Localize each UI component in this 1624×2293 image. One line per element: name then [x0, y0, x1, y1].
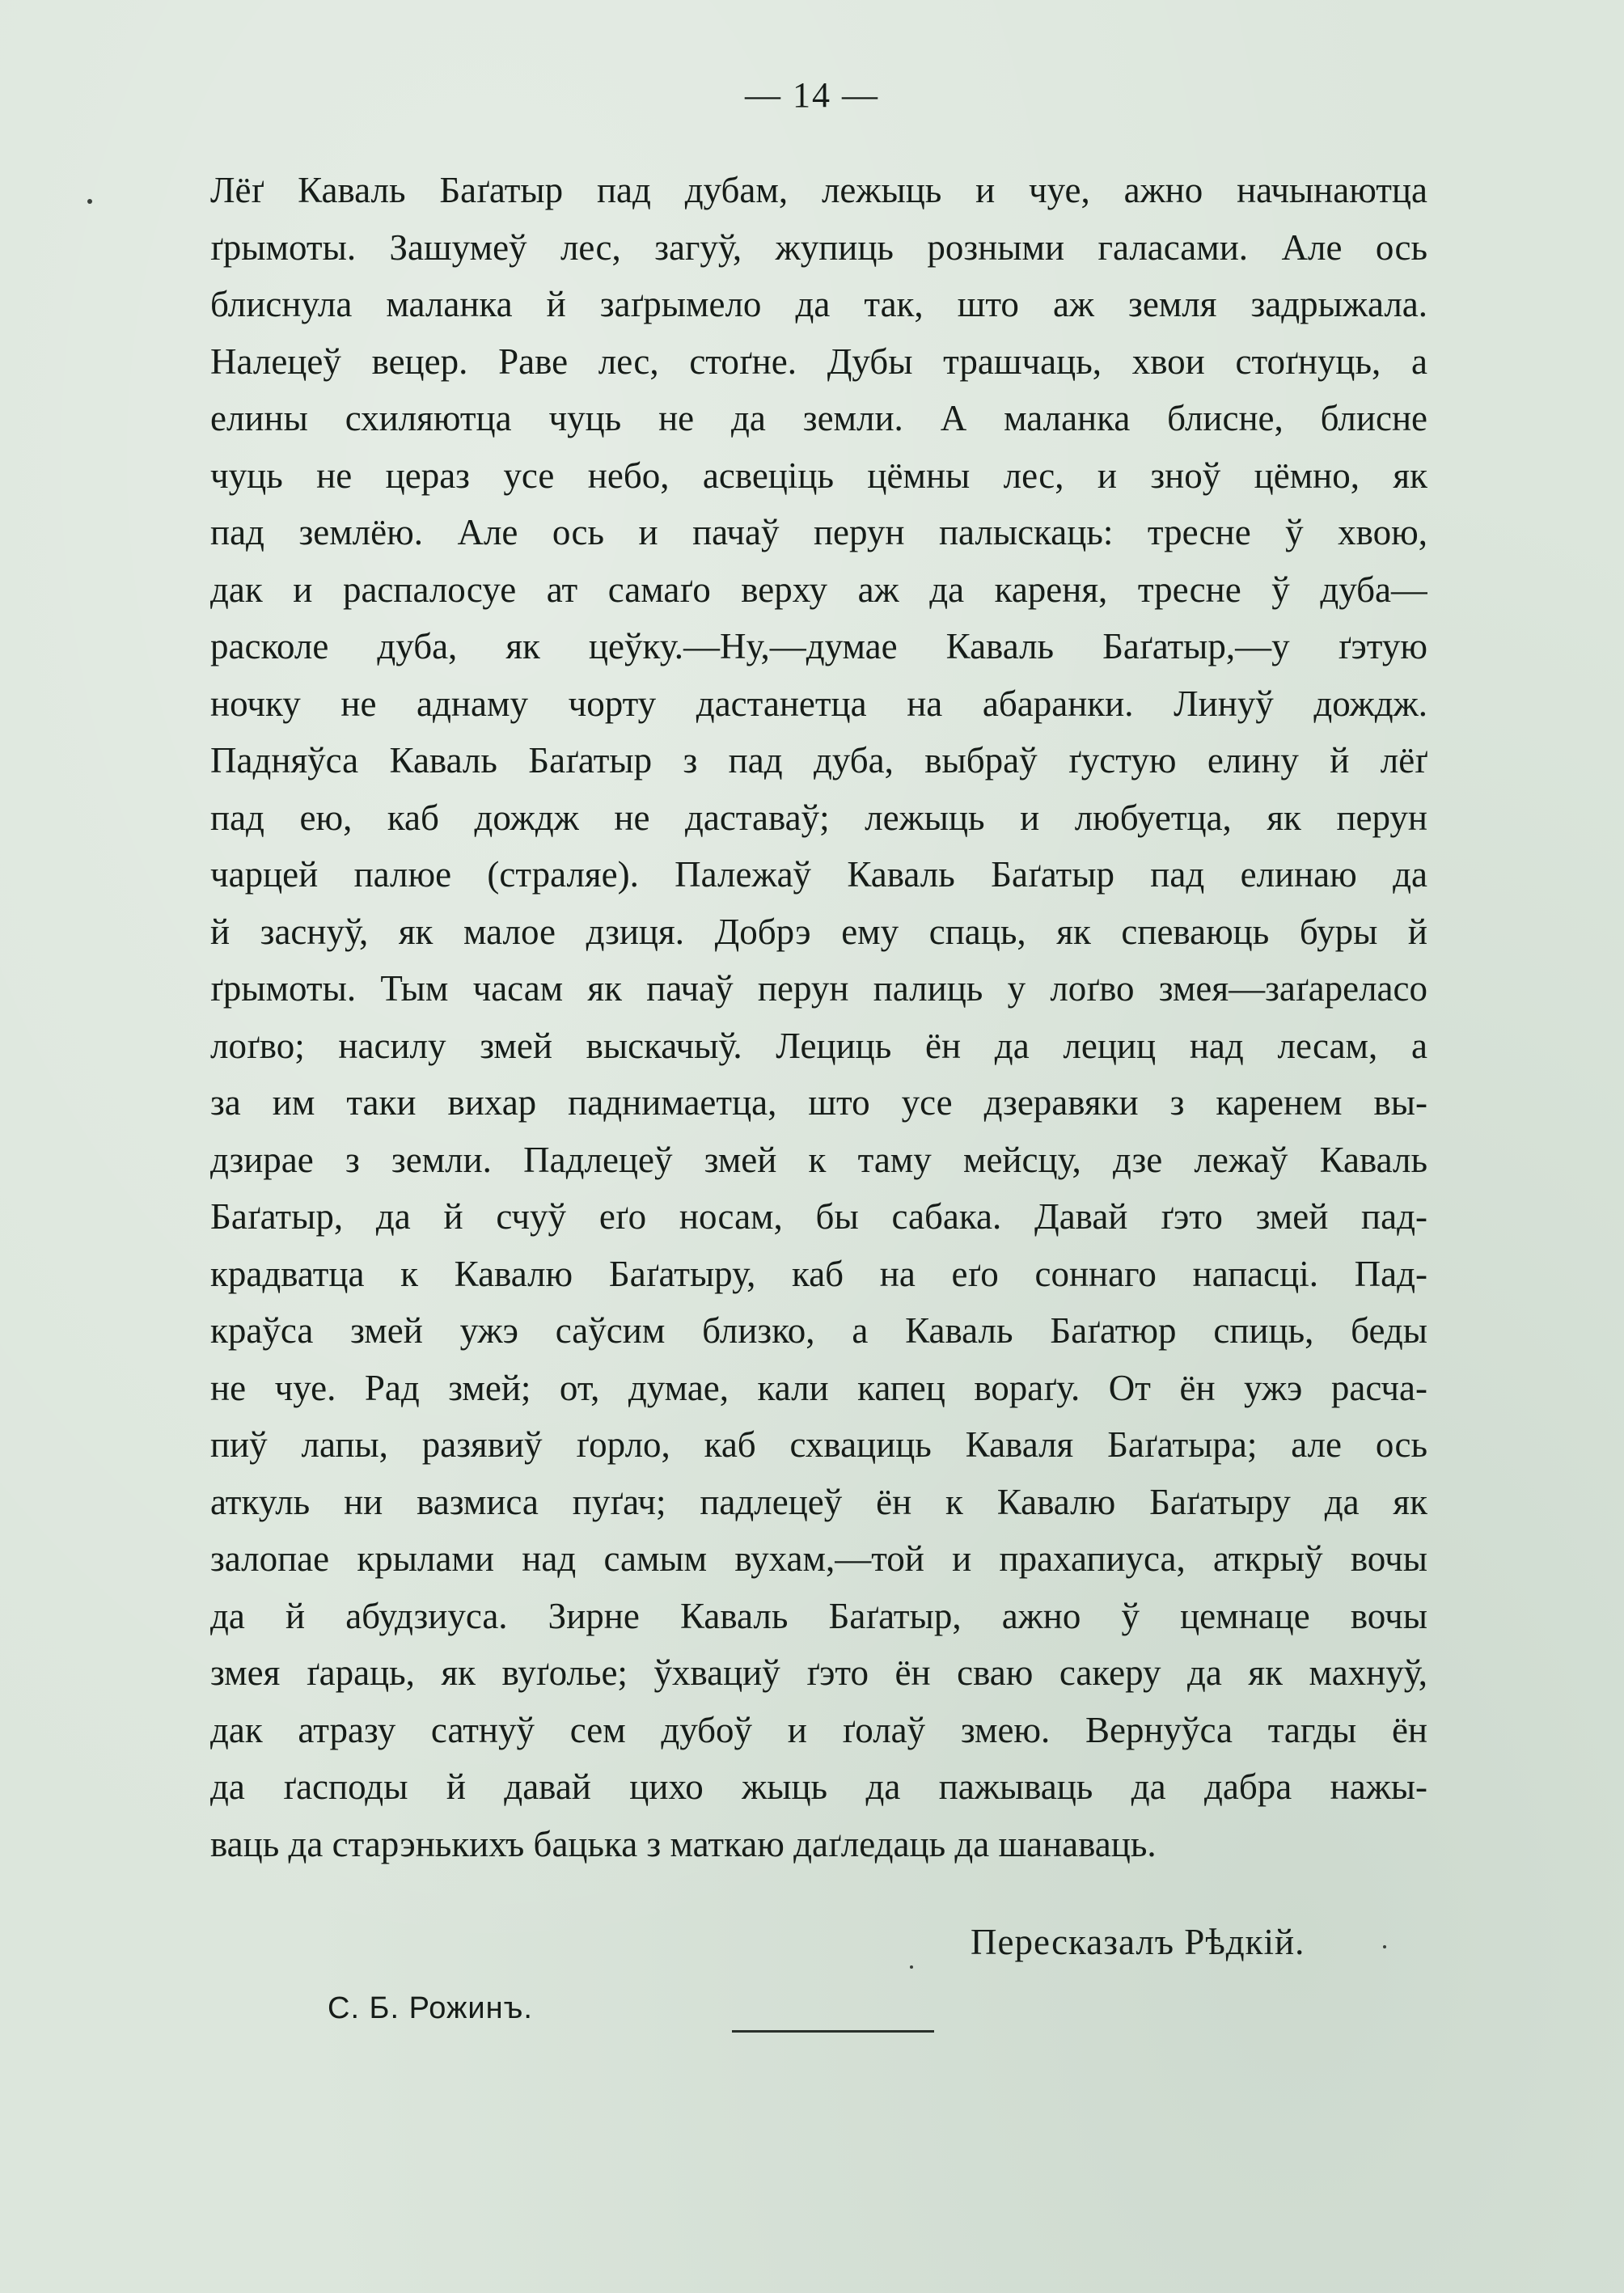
text-line: пад землёю. Але ось и пачаў перун палыскаць: тресне ў хвою,: [210, 512, 1427, 552]
paper-speck: [1383, 1945, 1386, 1948]
text-line: аткуль ни вазмиса пуґач; падлецеў ён к Кавалю Баґатыру да як: [210, 1481, 1427, 1522]
text-line: Баґатыр, да й счуў еґо носам, бы сабака. Давай ґэто змей пад-: [210, 1196, 1427, 1237]
text-line: пиў лапы, разявиў ґорло, каб схвациць Каваля Баґатыра; але ось: [210, 1424, 1427, 1465]
text-line: дак и распалосуе ат самаґо верху аж да кареня, тресне ў дуба—: [210, 569, 1427, 610]
text-line: ґрымоты. Зашумеў лес, загуў, жупиць розными галасами. Але ось: [210, 226, 1427, 268]
text-line: залопае крылами над самым вухам,—той и прахапиуса, аткрыў вочы: [210, 1538, 1427, 1579]
text-line: краўса змей ужэ саўсим близко, а Каваль Баґатюр спиць, беды: [210, 1310, 1427, 1351]
end-rule-divider: [732, 2030, 934, 2033]
text-line: да й абудзиуса. Зирне Каваль Баґатыр, ажно ў цемнаце вочы: [210, 1595, 1427, 1636]
text-line: да ґасподы й давай цихо жыць да пажываць да дабра нажы-: [210, 1766, 1427, 1807]
text-line: елины схиляютца чуць не да земли. А маланка блисне, блисне: [210, 398, 1427, 438]
text-line: блиснула маланка й заґрымело да так, што аж земля задрыжала.: [210, 284, 1427, 324]
signature-author: С. Б. Рожинъ.: [328, 1991, 533, 2025]
text-line: дзирае з земли. Падлецеў змей к таму мейсцу, дзе лежаў Каваль: [210, 1139, 1427, 1180]
text-line: Падняўса Каваль Баґатыр з пад дуба, выбраў ґустую елину й лёґ: [210, 740, 1427, 781]
text-line: ваць да старэнькихъ бацька з маткаю даґледаць да шанаваць.: [210, 1823, 1157, 1864]
text-line: расколе дуба, як цеўку.—Ну,—думае Каваль Баґатыр,—у ґэтую: [210, 626, 1427, 666]
text-line: Налецеў вецер. Раве лес, стоґне. Дубы трашчаць, хвои стоґнуць, а: [210, 341, 1427, 382]
text-line: чарцей палюе (страляе). Палежаў Каваль Баґатыр пад елинаю да: [210, 854, 1427, 895]
text-line: Лёґ Каваль Баґатыр пад дубам, лежыць и чуе, ажно начынаютца: [210, 170, 1427, 210]
text-line: пад ею, каб дождж не даставаў; лежыць и любуетца, як перун: [210, 797, 1427, 838]
signature-retold: Пересказалъ Рѣдкiй.: [971, 1922, 1305, 1962]
text-line: ґрымоты. Тым часам як пачаў перун палиць у лоґво змея—заґареласо: [210, 968, 1427, 1009]
paper-speck: [910, 1965, 913, 1969]
text-line: дак атразу сатнуў сем дубоў и ґолаў змею. Вернуўса тагды ён: [210, 1709, 1427, 1750]
paper-speck: [87, 199, 92, 204]
body-text: [210, 162, 1427, 1872]
text-line: чуць не цераз усе небо, асвецiць цёмны лес, и зноў цёмно, як: [210, 455, 1427, 496]
text-line: ночку не аднаму чорту дастанетца на абаранки. Линуў дождж.: [210, 683, 1427, 724]
text-line: лоґво; насилу змей выскачыў. Лециць ён да лециц над лесам, а: [210, 1025, 1427, 1066]
text-line: й заснуў, як малое дзиця. Добрэ ему спаць, як спеваюць буры й: [210, 911, 1427, 952]
text-line: за им таки вихар паднимаетца, што усе дзеравяки з каренем вы-: [210, 1082, 1427, 1123]
page-number: — 14 —: [745, 75, 879, 115]
text-line: крадватца к Кавалю Баґатыру, каб на еґо соннаго напасцi. Пад-: [210, 1253, 1427, 1294]
text-line: не чуе. Рад змей; от, думае, кали капец вораґу. От ён ужэ расча-: [210, 1367, 1427, 1408]
text-line: змея ґараць, як вуґолье; ўхвациў ґэто ён сваю сакеру да як махнуў,: [210, 1652, 1427, 1693]
